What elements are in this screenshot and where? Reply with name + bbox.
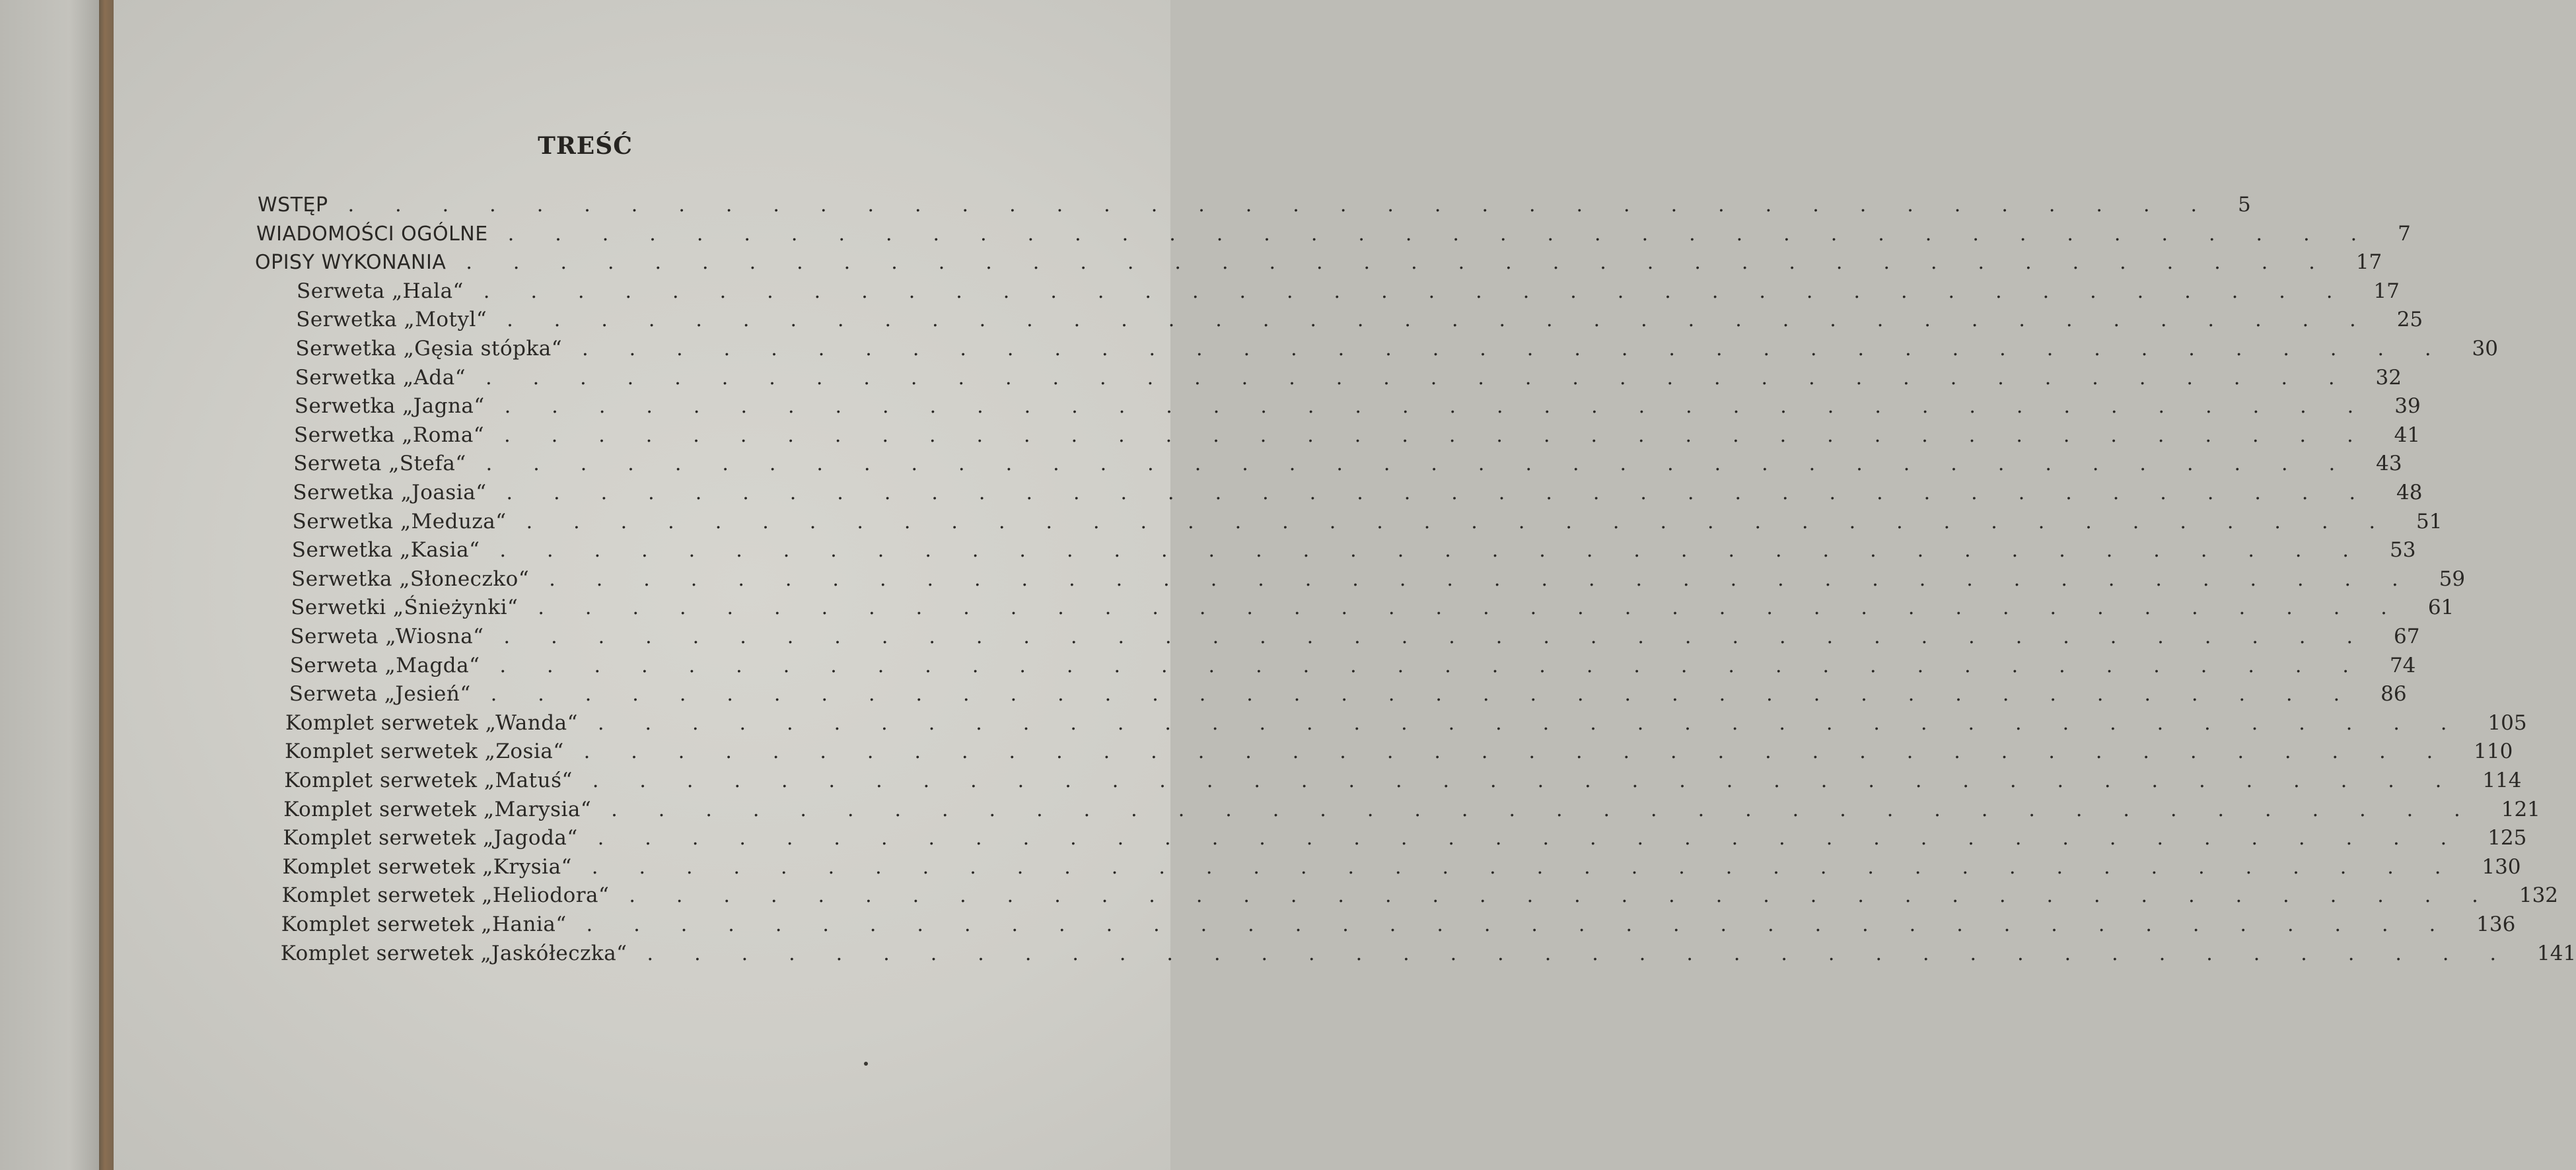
dot-leader: ........................................ [611,798,2501,821]
toc-entry-title: Serweta „Stefa“ [293,452,466,476]
toc-entry-title: WSTĘP [258,193,328,217]
dot-leader: ........................................ [499,654,2390,677]
toc-entry-title: Komplet serwetek „Jaskółeczka“ [280,941,627,965]
toc-entry [283,797,2540,824]
toc-entry-title: Komplet serwetek „Matuś“ [284,769,573,792]
toc-entry-page-number: 32 [2375,365,2402,390]
toc-entry-page-number: 17 [2373,279,2400,303]
toc-entry-title: Serwetka „Ada“ [295,365,466,390]
dot-leader: ........................................ [549,567,2439,591]
toc-entry-title: OPISY WYKONANIA [255,251,447,275]
dot-leader: ........................................ [582,337,2472,361]
toc-entry-title: Komplet serwetek „Wanda“ [285,710,578,735]
toc-entry-page-number: 114 [2482,769,2522,792]
toc-entry-title: Serwetka „Meduza“ [292,509,507,533]
page-title: TREŚĆ [538,132,633,160]
toc-entry-page-number: 48 [2396,481,2423,504]
toc-entry [294,423,2421,450]
dot-leader: ........................................ [466,251,2356,275]
toc-entry-title: Serweta „Jesień“ [289,682,471,706]
toc-entry-title: Serweta „Hala“ [297,279,464,303]
dot-leader: ........................................ [490,683,2381,706]
toc-entry-page-number: 132 [2519,883,2559,908]
dot-leader: ........................................ [499,539,2390,563]
toc-entry-title: Komplet serwetek „Heliodora“ [281,883,610,908]
toc-entry [293,481,2423,507]
toc-entry-page-number: 121 [2501,797,2540,821]
toc-entry [294,394,2421,421]
toc-entry-page-number: 53 [2389,538,2416,563]
toc-entry [289,682,2407,708]
toc-entry [296,308,2423,334]
toc-entry-page-number: 30 [2472,337,2498,361]
toc-entry [290,625,2420,651]
toc-entry-title: Komplet serwetek „Krysia“ [282,854,572,879]
toc-entry-page-number: 7 [2398,221,2411,246]
toc-entry-title: Serwetka „Gęsia stópka“ [295,337,563,361]
toc-entry [293,452,2402,478]
toc-entry-page-number: 105 [2487,710,2527,735]
toc-entry [291,538,2416,565]
toc-entry-page-number: 39 [2394,394,2421,419]
toc-entry-title: Serwetka „Motyl“ [296,308,487,332]
toc-entry-page-number: 43 [2376,452,2402,476]
dot-leader: ........................................ [483,279,2374,303]
toc-entry [280,941,2576,968]
toc-entry [283,826,2527,852]
toc-entry [295,337,2498,363]
toc-entry-page-number: 67 [2393,625,2420,648]
toc-entry-title: Serwetka „Roma“ [294,423,485,447]
toc-entry-page-number: 61 [2427,596,2454,620]
toc-entry-page-number: 5 [2238,193,2251,217]
toc-entry [295,365,2402,392]
toc-entry-title: Serweta „Wiosna“ [290,625,484,648]
dot-leader: ........................................ [586,913,2477,936]
toc-entry [284,769,2522,795]
dot-leader: ........................................ [629,884,2519,908]
toc-entry-page-number: 130 [2482,854,2521,879]
dot-leader: ........................................ [597,827,2488,850]
toc-entry-page-number: 17 [2355,250,2382,275]
dot-leader: ........................................ [591,855,2482,879]
dot-leader: ........................................ [485,452,2377,476]
dot-leader: ........................................ [538,596,2428,620]
toc-entry-title: Komplet serwetek „Zosia“ [285,740,564,764]
toc-entry-page-number: 41 [2394,423,2421,447]
dot-leader: ........................................ [592,769,2483,792]
toc-entry [255,250,2382,277]
toc-entry [285,740,2513,766]
toc-entry [297,279,2400,306]
dot-leader: ........................................ [347,193,2238,217]
toc-entry [291,567,2466,594]
toc-entry-title: Serwetka „Słoneczko“ [291,567,530,591]
dot-leader: ........................................ [647,942,2537,965]
paper-speck [864,1062,868,1066]
toc-entry-page-number: 74 [2389,653,2416,677]
toc-entry-title: Serwetki „Śnieżynki“ [291,596,519,620]
toc-entry-page-number: 136 [2476,912,2516,936]
toc-entry-page-number: 51 [2416,509,2443,533]
toc-entry-page-number: 25 [2396,308,2423,332]
toc-entry-title: Serwetka „Joasia“ [293,481,487,504]
toc-entry [281,912,2516,939]
dot-leader: ........................................ [504,423,2394,447]
toc-entry [256,221,2411,248]
toc-entry [292,509,2443,536]
toc-entry-page-number: 59 [2439,567,2466,591]
toc-entry-title: Serwetka „Kasia“ [291,538,480,563]
toc-entry-title: Serwetka „Jagna“ [294,394,485,419]
dot-leader: ........................................ [526,510,2417,533]
dot-leader: ........................................ [507,308,2397,332]
dot-leader: ........................................ [485,366,2376,390]
toc-entry-title: Komplet serwetek „Marysia“ [283,797,592,821]
toc-entry-page-number: 86 [2380,682,2407,706]
toc-entry-title: Komplet serwetek „Hania“ [281,912,567,936]
dot-leader: ........................................ [504,395,2395,419]
toc-entry [291,596,2454,622]
dot-leader: ........................................ [507,222,2398,246]
dot-leader: ........................................ [506,481,2396,504]
dot-leader: ........................................ [597,711,2488,735]
toc-entry-page-number: 125 [2487,826,2527,850]
toc-entry [282,854,2521,881]
toc-entry [281,883,2559,910]
dot-leader: ........................................ [583,740,2474,764]
toc-entry-title: Komplet serwetek „Jagoda“ [283,826,578,850]
toc-entry [289,653,2416,680]
toc-entry-title: Serweta „Magda“ [289,653,480,677]
toc-entry-title: WIADOMOŚCI OGÓLNE [256,222,488,246]
toc-entry-page-number: 141 [2536,941,2576,965]
toc-entry [258,193,2251,219]
toc-entry-page-number: 110 [2474,740,2513,764]
dot-leader: ........................................ [503,625,2394,648]
toc-entry [285,710,2527,738]
